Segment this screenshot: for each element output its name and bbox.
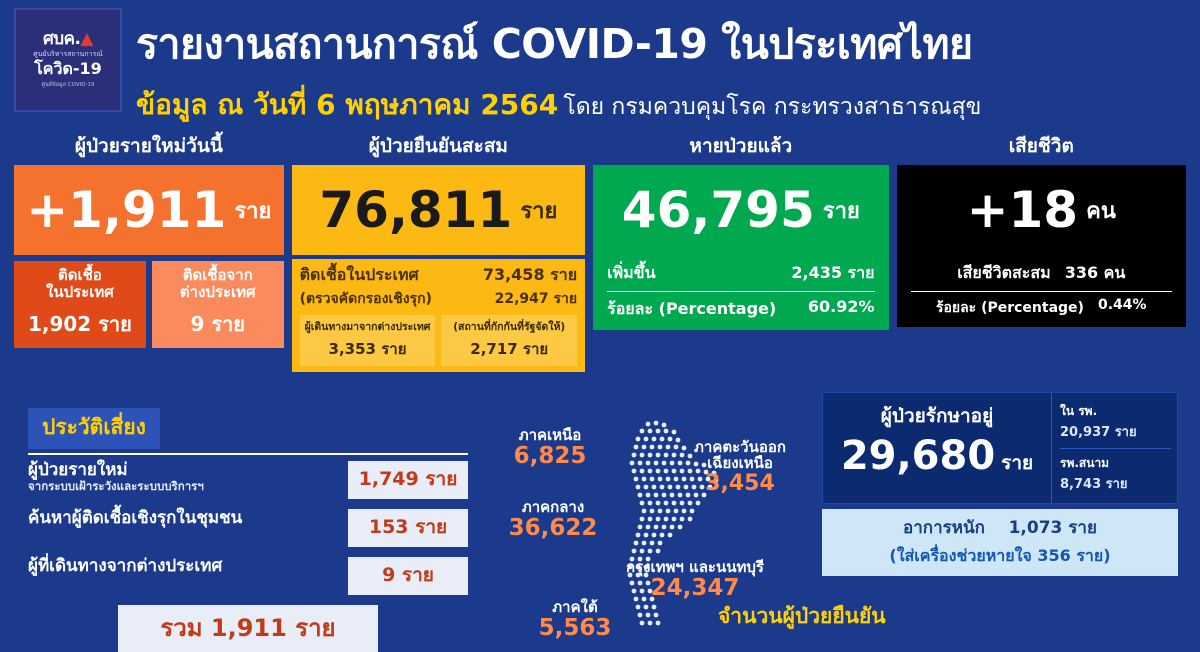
logo-line4: ศูนย์ข้อมูล COVID-19 <box>41 81 95 88</box>
risk-row-2-label: ผู้ที่เดินทางจากต่างประเทศ <box>28 556 223 576</box>
card-recovered-value: 46,795 <box>621 181 815 239</box>
card-new-cases-heading: ผู้ป่วยรายใหม่วันนี้ <box>74 135 223 157</box>
risk-divider <box>28 453 468 455</box>
card-recovered-unit: ราย <box>822 198 860 224</box>
card-accumulated <box>292 131 585 372</box>
region-central-value: 36,622 <box>508 514 598 541</box>
card-recovered <box>593 131 888 330</box>
rec-row1-label: เพิ่มขึ้น <box>607 263 656 282</box>
new-domestic-box <box>14 261 146 348</box>
card-accumulated-value: 76,811 <box>319 181 513 239</box>
treating-severe <box>822 509 1178 576</box>
acc-row2-value: 22,947 ราย <box>494 291 578 307</box>
region-northeast-name-1: ภาคตะวันออก <box>694 438 786 456</box>
risk-row-2-value: 9 ราย <box>348 557 468 595</box>
region-north <box>495 428 605 468</box>
risk-total-value: รวม 1,911 ราย <box>118 605 378 652</box>
acc-cell2-label: (สถานที่กักกันที่รัฐจัดให้) <box>453 321 566 333</box>
card-new-cases-breakdown <box>14 261 284 348</box>
card-recovered-value-box <box>593 165 888 255</box>
region-north-name: ภาคเหนือ <box>518 426 582 444</box>
risk-row-0-label: ผู้ป่วยรายใหม่ <box>28 460 128 480</box>
card-new-cases <box>14 131 284 348</box>
new-imported-value: 9 ราย <box>190 311 246 336</box>
card-new-cases-value: +1,911 <box>26 181 227 239</box>
card-deaths-heading: เสียชีวิต <box>1008 135 1074 157</box>
treating-heading: ผู้ป่วยรักษาอยู่ <box>880 405 994 427</box>
risk-row <box>28 461 468 499</box>
page-subtitle <box>136 83 981 127</box>
treating-hospital-value: 20,937 ราย <box>1060 425 1137 440</box>
treating-breakdown-row <box>1060 448 1171 497</box>
new-imported-label-2: ต่างประเทศ <box>179 283 256 302</box>
new-imported-label-1: ติดเชื้อจาก <box>182 266 253 284</box>
region-bangkok <box>600 560 790 600</box>
card-recovered-heading: หายป่วยแล้ว <box>689 135 793 157</box>
acc-cell1-value: 3,353 ราย <box>328 340 407 358</box>
risk-row <box>28 509 468 547</box>
acc-cell1-label: ผู้เดินทางมาจากต่างประเทศ <box>304 321 431 333</box>
new-domestic-label-1: ติดเชื้อ <box>58 266 102 284</box>
card-deaths-unit: คน <box>1086 198 1116 224</box>
region-south-name: ภาคใต้ <box>552 598 598 616</box>
card-deaths <box>897 131 1186 327</box>
treating-field-value: 8,743 ราย <box>1060 477 1128 492</box>
logo-line2: ศูนย์บริหารสถานการณ์ <box>33 49 103 58</box>
die-row1-value: 336 คน <box>1064 263 1126 282</box>
acc-cell2-value: 2,717 ราย <box>470 340 549 358</box>
recovered-breakdown <box>593 255 888 330</box>
treating-field-label: รพ.สนาม <box>1060 456 1110 470</box>
risk-row-0-value: 1,749 ราย <box>348 461 468 499</box>
page-title: รายงานสถานการณ์ COVID-19 ในประเทศไทย <box>136 20 973 68</box>
acc-row2-label: (ตรวจคัดกรองเชิงรุก) <box>299 291 432 307</box>
risk-row-1-value: 153 ราย <box>348 509 468 547</box>
region-central-name: ภาคกลาง <box>521 498 585 516</box>
card-new-cases-unit: ราย <box>234 198 272 224</box>
treating-value: 29,680 <box>840 433 996 479</box>
acc-row1-value: 73,458 ราย <box>482 265 578 284</box>
treating-breakdown-row <box>1060 399 1171 445</box>
treating-main <box>822 392 1178 504</box>
acc-cell-quarantine <box>441 315 577 366</box>
region-northeast-value: 3,454 <box>705 470 775 496</box>
card-new-cases-value-box <box>14 165 284 255</box>
region-bangkok-value: 24,347 <box>650 574 740 601</box>
acc-row1-label: ติดเชื้อในประเทศ <box>299 265 419 284</box>
die-row2-value: 0.44% <box>1097 297 1147 313</box>
new-domestic-value: 1,902 ราย <box>27 311 132 336</box>
risk-history-title: ประวัติเสี่ยง <box>28 408 160 449</box>
accumulated-breakdown <box>292 259 585 372</box>
severe-value: 1,073 ราย <box>1008 518 1097 538</box>
region-central <box>498 500 608 540</box>
page-header <box>0 0 1200 127</box>
treating-hospital-label: ใน รพ. <box>1060 404 1098 418</box>
new-domestic-label-2: ในประเทศ <box>46 283 114 302</box>
region-northeast-name-2: เฉียงเหนือ <box>707 453 773 472</box>
acc-cell-imported <box>300 315 436 366</box>
rec-row2-label: ร้อยละ (Percentage) <box>607 299 777 318</box>
rec-row2-value: 60.92% <box>807 297 875 316</box>
region-bangkok-name: กรุงเทพฯ และนนทบุรี <box>626 558 764 576</box>
die-row1-label: เสียชีวิตสะสม <box>957 263 1051 282</box>
logo-line1: ศบค.▲ <box>43 28 93 49</box>
risk-history-panel <box>28 408 468 652</box>
deaths-breakdown <box>897 255 1186 327</box>
treating-unit: ราย <box>1001 452 1034 474</box>
summary-cards <box>0 127 1200 372</box>
card-accumulated-unit: ราย <box>520 198 558 224</box>
risk-row <box>28 557 468 595</box>
region-south <box>520 600 630 640</box>
card-deaths-value-box <box>897 165 1186 255</box>
subtitle-source: โดย กรมควบคุมโรค กระทรวงสาธารณสุข <box>563 94 982 120</box>
card-deaths-value: +18 <box>966 181 1079 239</box>
new-imported-box <box>152 261 284 348</box>
severe-label: อาการหนัก <box>903 518 985 538</box>
region-south-value: 5,563 <box>538 614 612 641</box>
die-row2-label: ร้อยละ (Percentage) <box>935 300 1084 316</box>
rec-row1-value: 2,435 ราย <box>791 263 875 282</box>
risk-row-0-sub: จากระบบเฝ้าระวังและระบบบริการฯ <box>28 478 204 493</box>
region-northeast <box>680 440 800 495</box>
treating-breakdown <box>1051 393 1177 503</box>
ventilator-value: (ใส่เครื่องช่วยหายใจ 356 ราย) <box>889 546 1111 565</box>
region-north-value: 6,825 <box>513 442 587 469</box>
card-accumulated-value-box <box>292 165 585 255</box>
logo-sbc <box>14 8 122 112</box>
treating-panel <box>822 392 1178 576</box>
logo-line3: โควิด-19 <box>34 59 102 79</box>
card-accumulated-heading: ผู้ป่วยยืนยันสะสม <box>368 135 508 157</box>
risk-row-1-label: ค้นหาผู้ติดเชื้อเชิงรุกในชุมชน <box>28 508 243 528</box>
subtitle-date: ข้อมูล ณ วันที่ 6 พฤษภาคม 2564 <box>136 88 559 121</box>
map-confirmed-label: จำนวนผู้ป่วยยืนยัน <box>718 604 886 628</box>
header-titles <box>136 8 981 127</box>
